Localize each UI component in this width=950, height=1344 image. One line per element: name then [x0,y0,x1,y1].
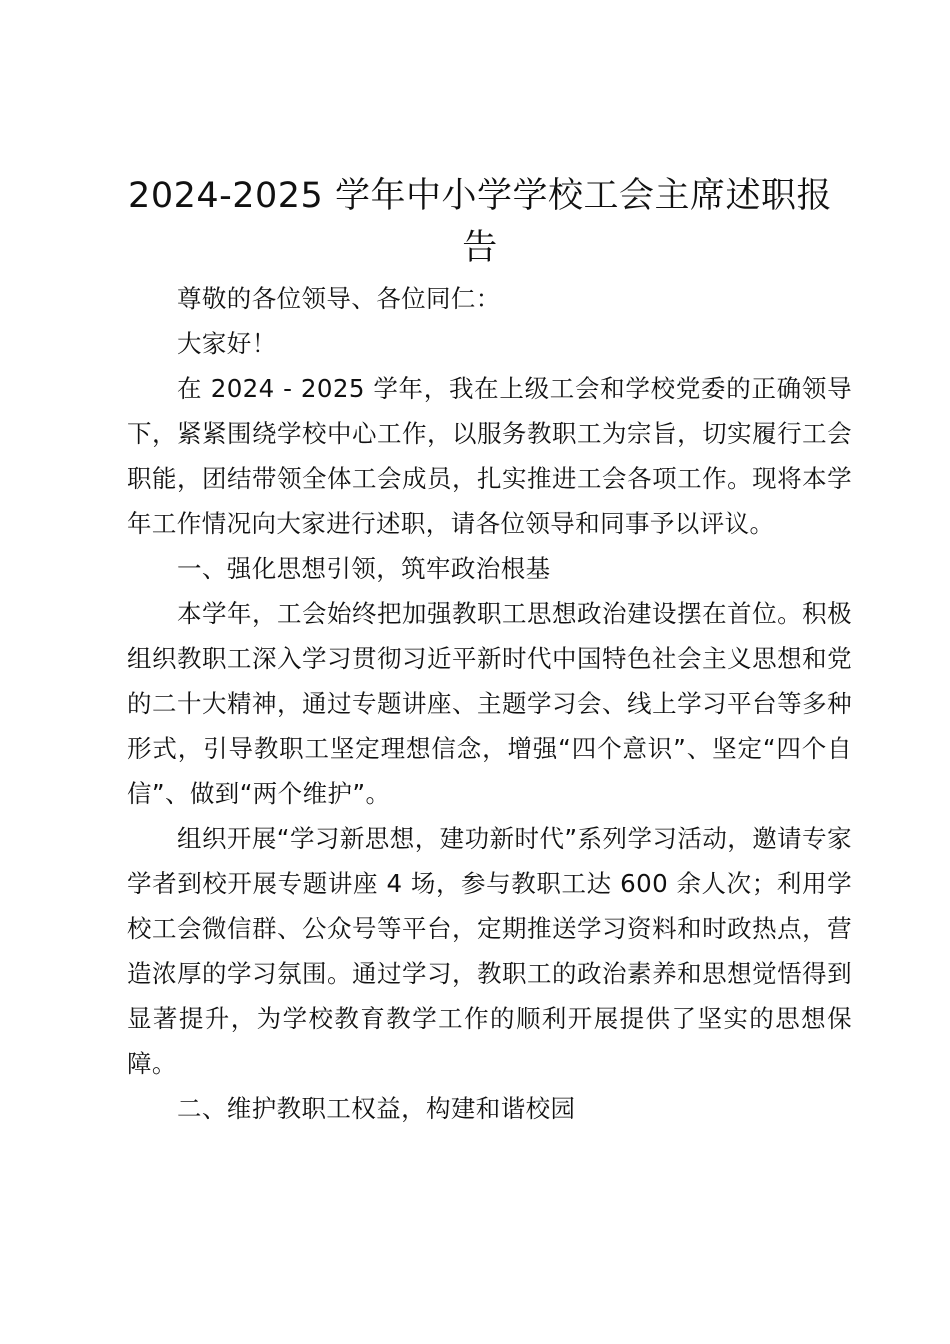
section-1-paragraph-1: 本学年，工会始终把加强教职工思想政治建设摆在首位。积极组织教职工深入学习贯彻习近平新时代中国特色社会主义思想和党的二十大精神，通过专题讲座、主题学习会、线上学习平台等多种形式，引导教职工坚定理想信念，增强“四个意识”、坚定“四个自信”、做到“两个维护”。 [127,599,852,808]
document-title [120,170,840,274]
title-line-2: 告 [462,228,498,268]
salutation: 尊敬的各位领导、各位同仁： [177,284,501,313]
document-body [127,276,852,1131]
section-1-heading: 一、强化思想引领，筑牢政治根基 [177,554,551,583]
intro-paragraph: 在 2024 - 2025 学年，我在上级工会和学校党委的正确领导下，紧紧围绕学校中心工作，以服务教职工为宗旨，切实履行工会职能，团结带领全体工会成员，扎实推进工会各项工作。现将本学年工作情况向大家进行述职，请各位领导和同事予以评议。 [127,374,852,538]
greeting: 大家好！ [177,329,277,358]
title-line-1: 2024-2025 学年中小学学校工会主席述职报 [128,176,832,216]
section-2-heading: 二、维护教职工权益，构建和谐校园 [177,1094,576,1123]
section-1-paragraph-2: 组织开展“学习新思想，建功新时代”系列学习活动，邀请专家学者到校开展专题讲座 4 场，参与教职工达 600 余人次；利用学校工会微信群、公众号等平台，定期推送学习资料和时政热点，营造浓厚的学习氛围。通过学习，教职工的政治素养和思想觉悟得到显著提升，为学校教育教学工作的顺利开展提供了坚实的思想保障。 [127,824,852,1078]
